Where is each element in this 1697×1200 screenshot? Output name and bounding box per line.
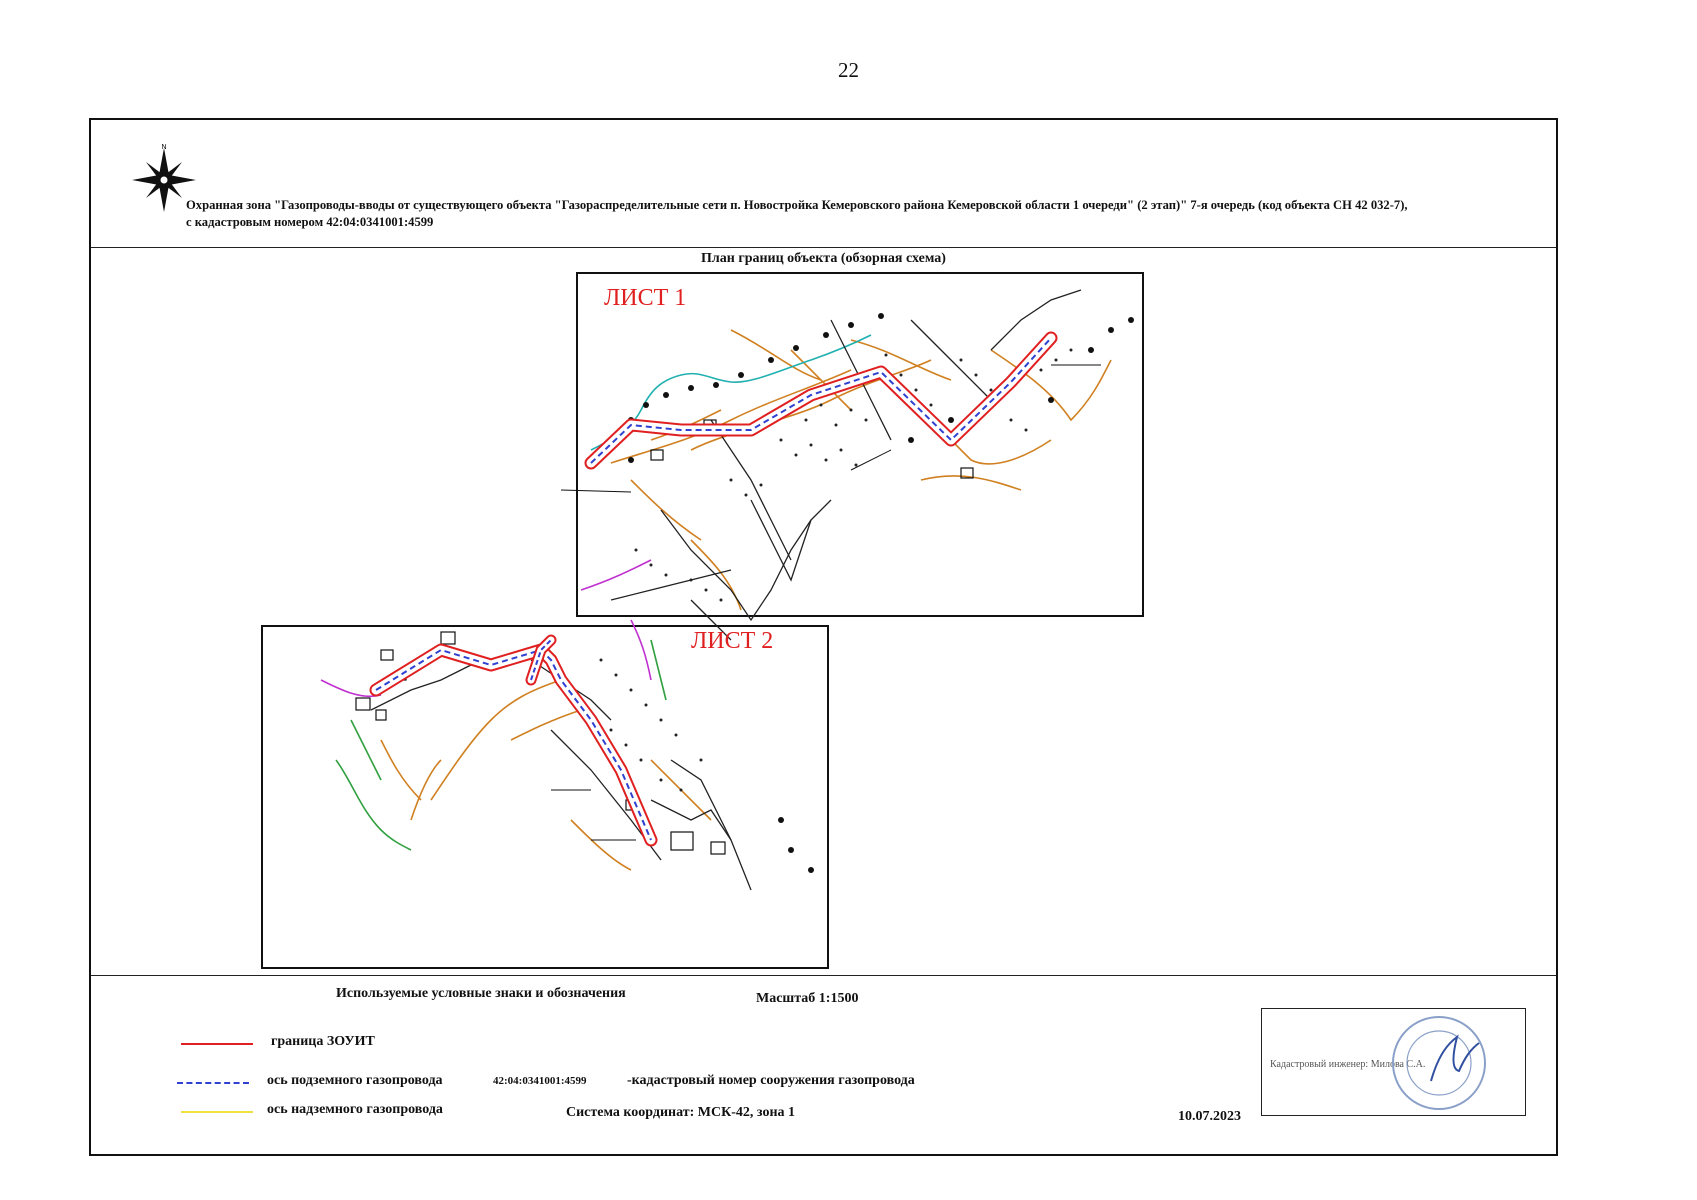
stamp-seal-icon: [1387, 1013, 1491, 1113]
title-line-2: с кадастровым номером 42:04:0341001:4599: [186, 215, 434, 229]
annotation-leaders: [551, 365, 1101, 840]
legend-swatch-boundary: [181, 1043, 253, 1045]
sheet2-frame: [262, 626, 828, 968]
legend-swatch-underground: [177, 1082, 249, 1084]
map-scale: Масштаб 1:1500: [756, 991, 859, 1006]
terrain-contours: [381, 330, 1111, 870]
plan-title: План границ объекта (обзорная схема): [701, 251, 946, 266]
engineer-signature-text: Кадастровый инженер: Милова С.А.: [1270, 1059, 1426, 1070]
map-sheet-frame: [89, 118, 1558, 1156]
title-line-1: Охранная зона "Газопроводы-вводы от существующего объекта "Газораспределительные сети п. Новостройка Кемеровского района Кемеровской области 1 очереди" (2 этап)" 7-я очередь (код объекта СН 42 032-7),: [186, 198, 1408, 212]
legend-title: Используемые условные знаки и обозначения: [336, 986, 626, 1001]
buildings: [356, 420, 973, 854]
road: [321, 560, 651, 696]
forest-dots: [600, 349, 1073, 792]
gas-pipeline-sheet2: [376, 640, 651, 840]
legend-label-underground: ось подземного газопровода: [267, 1073, 443, 1088]
compass-north-label: N: [161, 144, 167, 151]
parcel-boundaries: [371, 290, 1081, 890]
signature-box: [1261, 1008, 1526, 1116]
document-date: 10.07.2023: [1178, 1109, 1241, 1124]
sheet2-label: ЛИСТ 2: [691, 628, 774, 654]
cadastral-description: -кадастровый номер сооружения газопровода: [627, 1073, 915, 1088]
vegetation: [336, 640, 666, 850]
coordinate-system: Система координат: МСК-42, зона 1: [566, 1105, 796, 1120]
tree-symbols: [628, 313, 1134, 873]
legend-label-boundary: граница ЗОУИТ: [271, 1034, 375, 1049]
legend-label-aboveground: ось надземного газопровода: [267, 1102, 443, 1117]
cadastral-number: 42:04:0341001:4599: [493, 1075, 587, 1087]
sheet1-frame: [577, 273, 1143, 616]
legend-area: [91, 975, 1556, 1157]
sheet1-label: ЛИСТ 1: [604, 285, 687, 311]
page-number: 22: [838, 58, 859, 82]
legend-swatch-aboveground: [181, 1111, 253, 1113]
